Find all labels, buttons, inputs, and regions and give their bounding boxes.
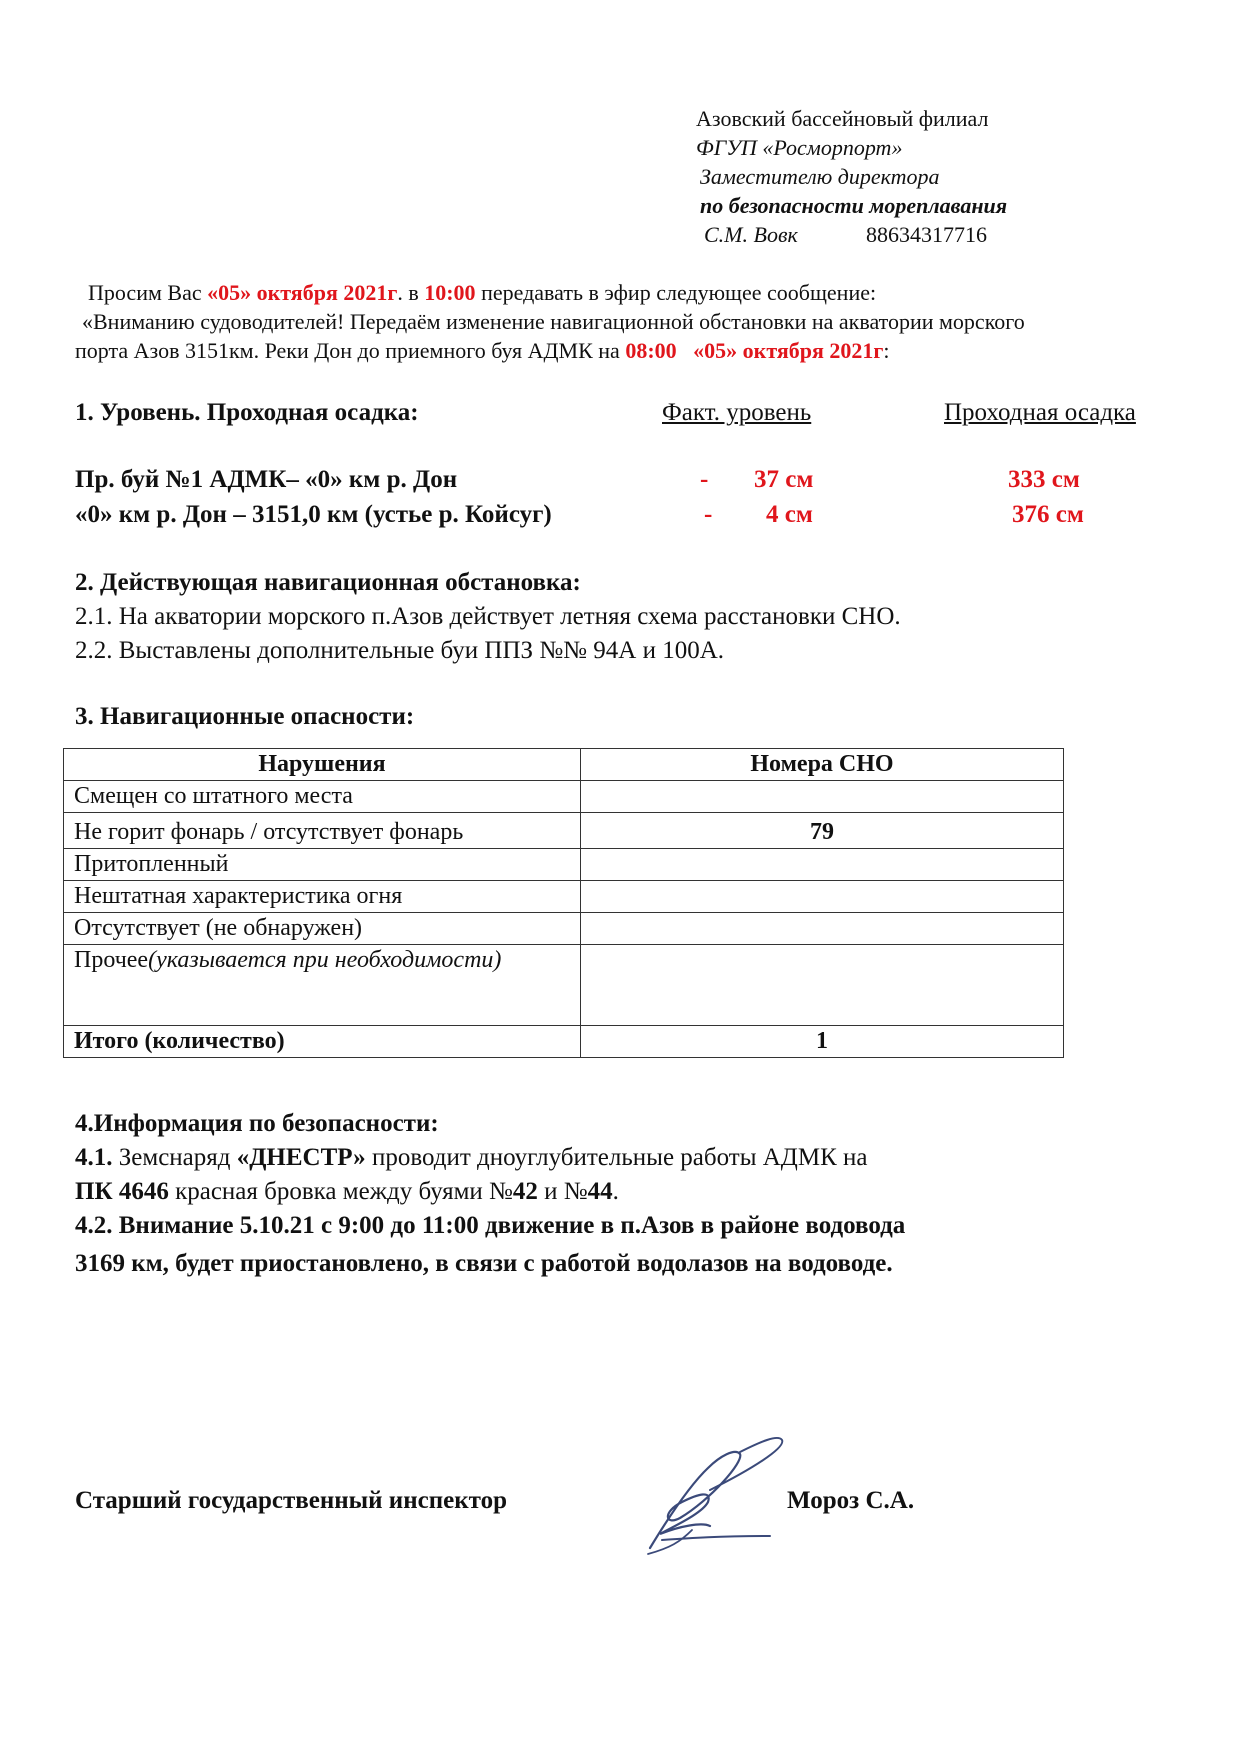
violations-table: [63, 748, 1064, 1058]
level-row-1-label: Пр. буй №1 АДМК– «0» км р. Дон: [75, 466, 458, 493]
handwritten-signature: [640, 1430, 790, 1560]
broadcast-time: 10:00: [424, 280, 476, 305]
section4-title: 4.Информация по безопасности:: [75, 1110, 439, 1137]
addressee-line3: Заместителю директора: [700, 164, 940, 189]
section2-item1: 2.1. На акватории морского п.Азов действует летняя схема расстановки СНО.: [75, 603, 901, 630]
row-label: Не горит фонарь / отсутствует фонарь: [64, 813, 581, 849]
row-value: [581, 945, 1064, 1026]
broadcast-date: «05» октября 2021г: [207, 280, 398, 305]
row-label: Отсутствует (не обнаружен): [64, 913, 581, 945]
table-row: [64, 913, 1064, 945]
row-value: 79: [581, 813, 1064, 849]
signer-position: Старший государственный инспектор: [75, 1487, 507, 1514]
row-value: [581, 881, 1064, 913]
section4-item2-line1: 4.2. Внимание 5.10.21 с 9:00 до 11:00 движение в п.Азов в районе водовода: [75, 1212, 906, 1239]
section1-title: 1. Уровень. Проходная осадка:: [75, 399, 419, 426]
signer-name: Мороз С.А.: [787, 1487, 915, 1514]
level-row-2-sign: -: [704, 501, 713, 528]
section2-item2: 2.2. Выставлены дополнительные буи ППЗ №№ 94А и 100А.: [75, 637, 725, 664]
column-fact-level: Факт. уровень: [662, 399, 812, 426]
other-note: (указывается при необходимости): [148, 947, 502, 973]
level-row-1-draft: 333 см: [1008, 466, 1080, 493]
level-row-2-draft: 376 см: [1012, 501, 1084, 528]
addressee-line1: Азовский бассейновый филиал: [696, 106, 989, 131]
row-label-other: Прочее(указывается при необходимости): [64, 945, 581, 1026]
table-row: [64, 813, 1064, 849]
addressee-line2: ФГУП «Росморпорт»: [696, 135, 903, 160]
intro-line3: порта Азов 3151км. Реки Дон до приемного буя АДМК на 08:00 «05» октября 2021г:: [75, 338, 890, 363]
picket-number: ПК 4646: [75, 1178, 169, 1205]
intro-line2: «Вниманию судоводителей! Передаём изменение навигационной обстановки на акватории морского: [82, 309, 1025, 334]
total-label: Итого (количество): [64, 1026, 581, 1058]
section4-item2-line2: 3169 км, будет приостановлено, в связи с работой водолазов на водоводе.: [75, 1250, 893, 1277]
row-value: [581, 913, 1064, 945]
table-row: [64, 881, 1064, 913]
table-row: [64, 849, 1064, 881]
section2-title: 2. Действующая навигационная обстановка:: [75, 569, 581, 596]
column-passing-draft: Проходная осадка: [944, 399, 1136, 426]
header-buoy-numbers: Номера СНО: [581, 749, 1064, 781]
level-row-2-label: «0» км р. Дон – 3151,0 км (устье р. Койсуг): [75, 501, 552, 528]
total-value: 1: [581, 1026, 1064, 1058]
row-value: [581, 781, 1064, 813]
addressee-phone: 88634317716: [866, 222, 987, 247]
measurement-date: «05» октября 2021г: [693, 338, 884, 363]
row-label: Притопленный: [64, 849, 581, 881]
addressee-name: С.М. Вовк: [704, 222, 798, 247]
row-label: Смещен со штатного места: [64, 781, 581, 813]
table-header-row: [64, 749, 1064, 781]
section4-item1-line2: ПК 4646 красная бровка между буями №42 и №44.: [75, 1178, 619, 1205]
section3-title: 3. Навигационные опасности:: [75, 703, 415, 730]
dredger-name: «ДНЕСТР»: [236, 1144, 366, 1171]
section4-item1-line1: 4.1. Земснаряд «ДНЕСТР» проводит дноуглубительные работы АДМК на: [75, 1144, 868, 1171]
table-row-other: [64, 945, 1064, 1026]
measurement-time: 08:00: [625, 338, 677, 363]
table-row-total: [64, 1026, 1064, 1058]
row-label: Нештатная характеристика огня: [64, 881, 581, 913]
level-row-1-sign: -: [700, 466, 709, 493]
level-row-2-level: 4 см: [766, 501, 813, 528]
level-row-1-level: 37 см: [754, 466, 814, 493]
addressee-line4: по безопасности мореплавания: [700, 193, 1008, 218]
header-violations: Нарушения: [64, 749, 581, 781]
intro-line1: Просим Вас «05» октября 2021г. в 10:00 передавать в эфир следующее сообщение:: [88, 280, 877, 305]
table-row: [64, 781, 1064, 813]
row-value: [581, 849, 1064, 881]
